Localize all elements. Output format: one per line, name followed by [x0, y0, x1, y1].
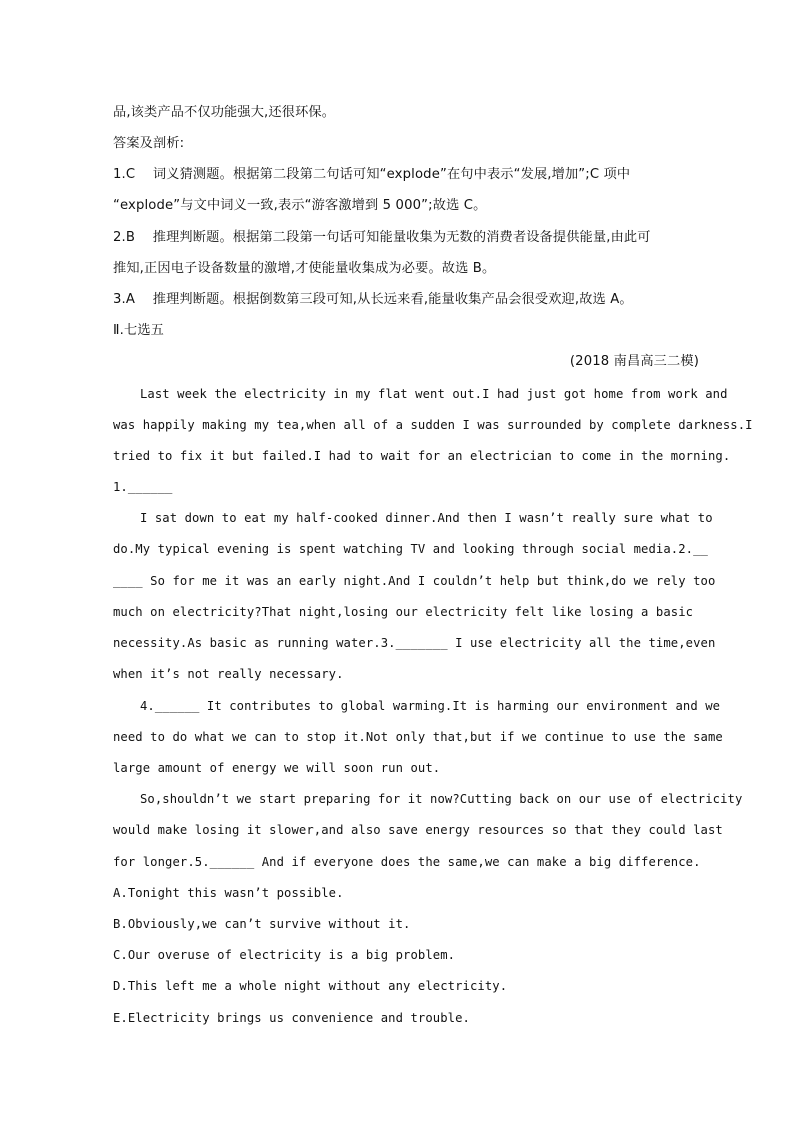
passage-paragraph-3-line-2: need to do what we can to stop it.Not only that,but if we continue to use the same	[113, 730, 723, 744]
option-d: D.This left me a whole night without any electricity.	[113, 979, 508, 993]
passage-paragraph-1-line-3: tried to fix it but failed.I had to wait for an electrician to come in the morning.	[113, 449, 731, 463]
passage-paragraph-2-line-5: necessity.As basic as running water.3._______ I use electricity all the time,even	[113, 636, 716, 650]
passage-paragraph-3-line-3: large amount of energy we will soon run out.	[113, 761, 441, 775]
passage-paragraph-1-line-2: was happily making my tea,when all of a sudden I was surrounded by complete darkness.I	[113, 418, 753, 432]
document-page	[113, 0, 753, 1123]
answer-2-line-2: 推知,正因电子设备数量的激增,才使能量收集成为必要。故选 B。	[113, 261, 496, 276]
passage-paragraph-2-line-6: when it’s not really necessary.	[113, 667, 344, 681]
option-a: A.Tonight this wasn’t possible.	[113, 886, 344, 900]
passage-paragraph-2-line-4: much on electricity?That night,losing our electricity felt like losing a basic	[113, 605, 694, 619]
passage-paragraph-1-line-1: Last week the electricity in my flat went out.I had just got home from work and	[140, 387, 728, 401]
answer-1-line-1: 1.C 词义猜测题。根据第二段第二句话可知“explode”在句中表示“发展,增加”;C 项中	[113, 167, 631, 182]
passage-paragraph-2-line-2: do.My typical evening is spent watching TV and looking through social media.2.__	[113, 542, 708, 556]
section-heading: Ⅱ.七选五	[113, 323, 164, 338]
answer-2-line-1: 2.B 推理判断题。根据第二段第一句话可知能量收集为无数的消费者设备提供能量,由此可	[113, 230, 651, 245]
answer-heading: 答案及剖析:	[113, 136, 185, 151]
answer-1-line-2: “explode”与文中词义一致,表示“游客激增到 5 000”;故选 C。	[113, 198, 487, 213]
option-c: C.Our overuse of electricity is a big problem.	[113, 948, 456, 962]
blank-1: 1.______	[113, 480, 173, 494]
passage-paragraph-2-line-3: ____ So for me it was an early night.And I couldn’t help but think,do we rely too	[113, 574, 716, 588]
source-note: (2018 南昌高三二模)	[569, 354, 699, 369]
passage-paragraph-4-line-3: for longer.5.______ And if everyone does the same,we can make a big difference.	[113, 855, 701, 869]
answer-intro-line: 品,该类产品不仅功能强大,还很环保。	[113, 105, 336, 120]
passage-paragraph-4-line-2: would make losing it slower,and also save energy resources so that they could last	[113, 823, 723, 837]
passage-paragraph-3-line-1: 4.______ It contributes to global warming.It is harming our environment and we	[140, 699, 721, 713]
answer-3-line: 3.A 推理判断题。根据倒数第三段可知,从长远来看,能量收集产品会很受欢迎,故选 A。	[113, 292, 633, 307]
option-e: E.Electricity brings us convenience and trouble.	[113, 1011, 470, 1025]
passage-paragraph-4-line-1: So,shouldn’t we start preparing for it now?Cutting back on our use of electricity	[140, 792, 743, 806]
passage-paragraph-2-line-1: I sat down to eat my half-cooked dinner.And then I wasn’t really sure what to	[140, 511, 713, 525]
option-b: B.Obviously,we can’t survive without it.	[113, 917, 411, 931]
